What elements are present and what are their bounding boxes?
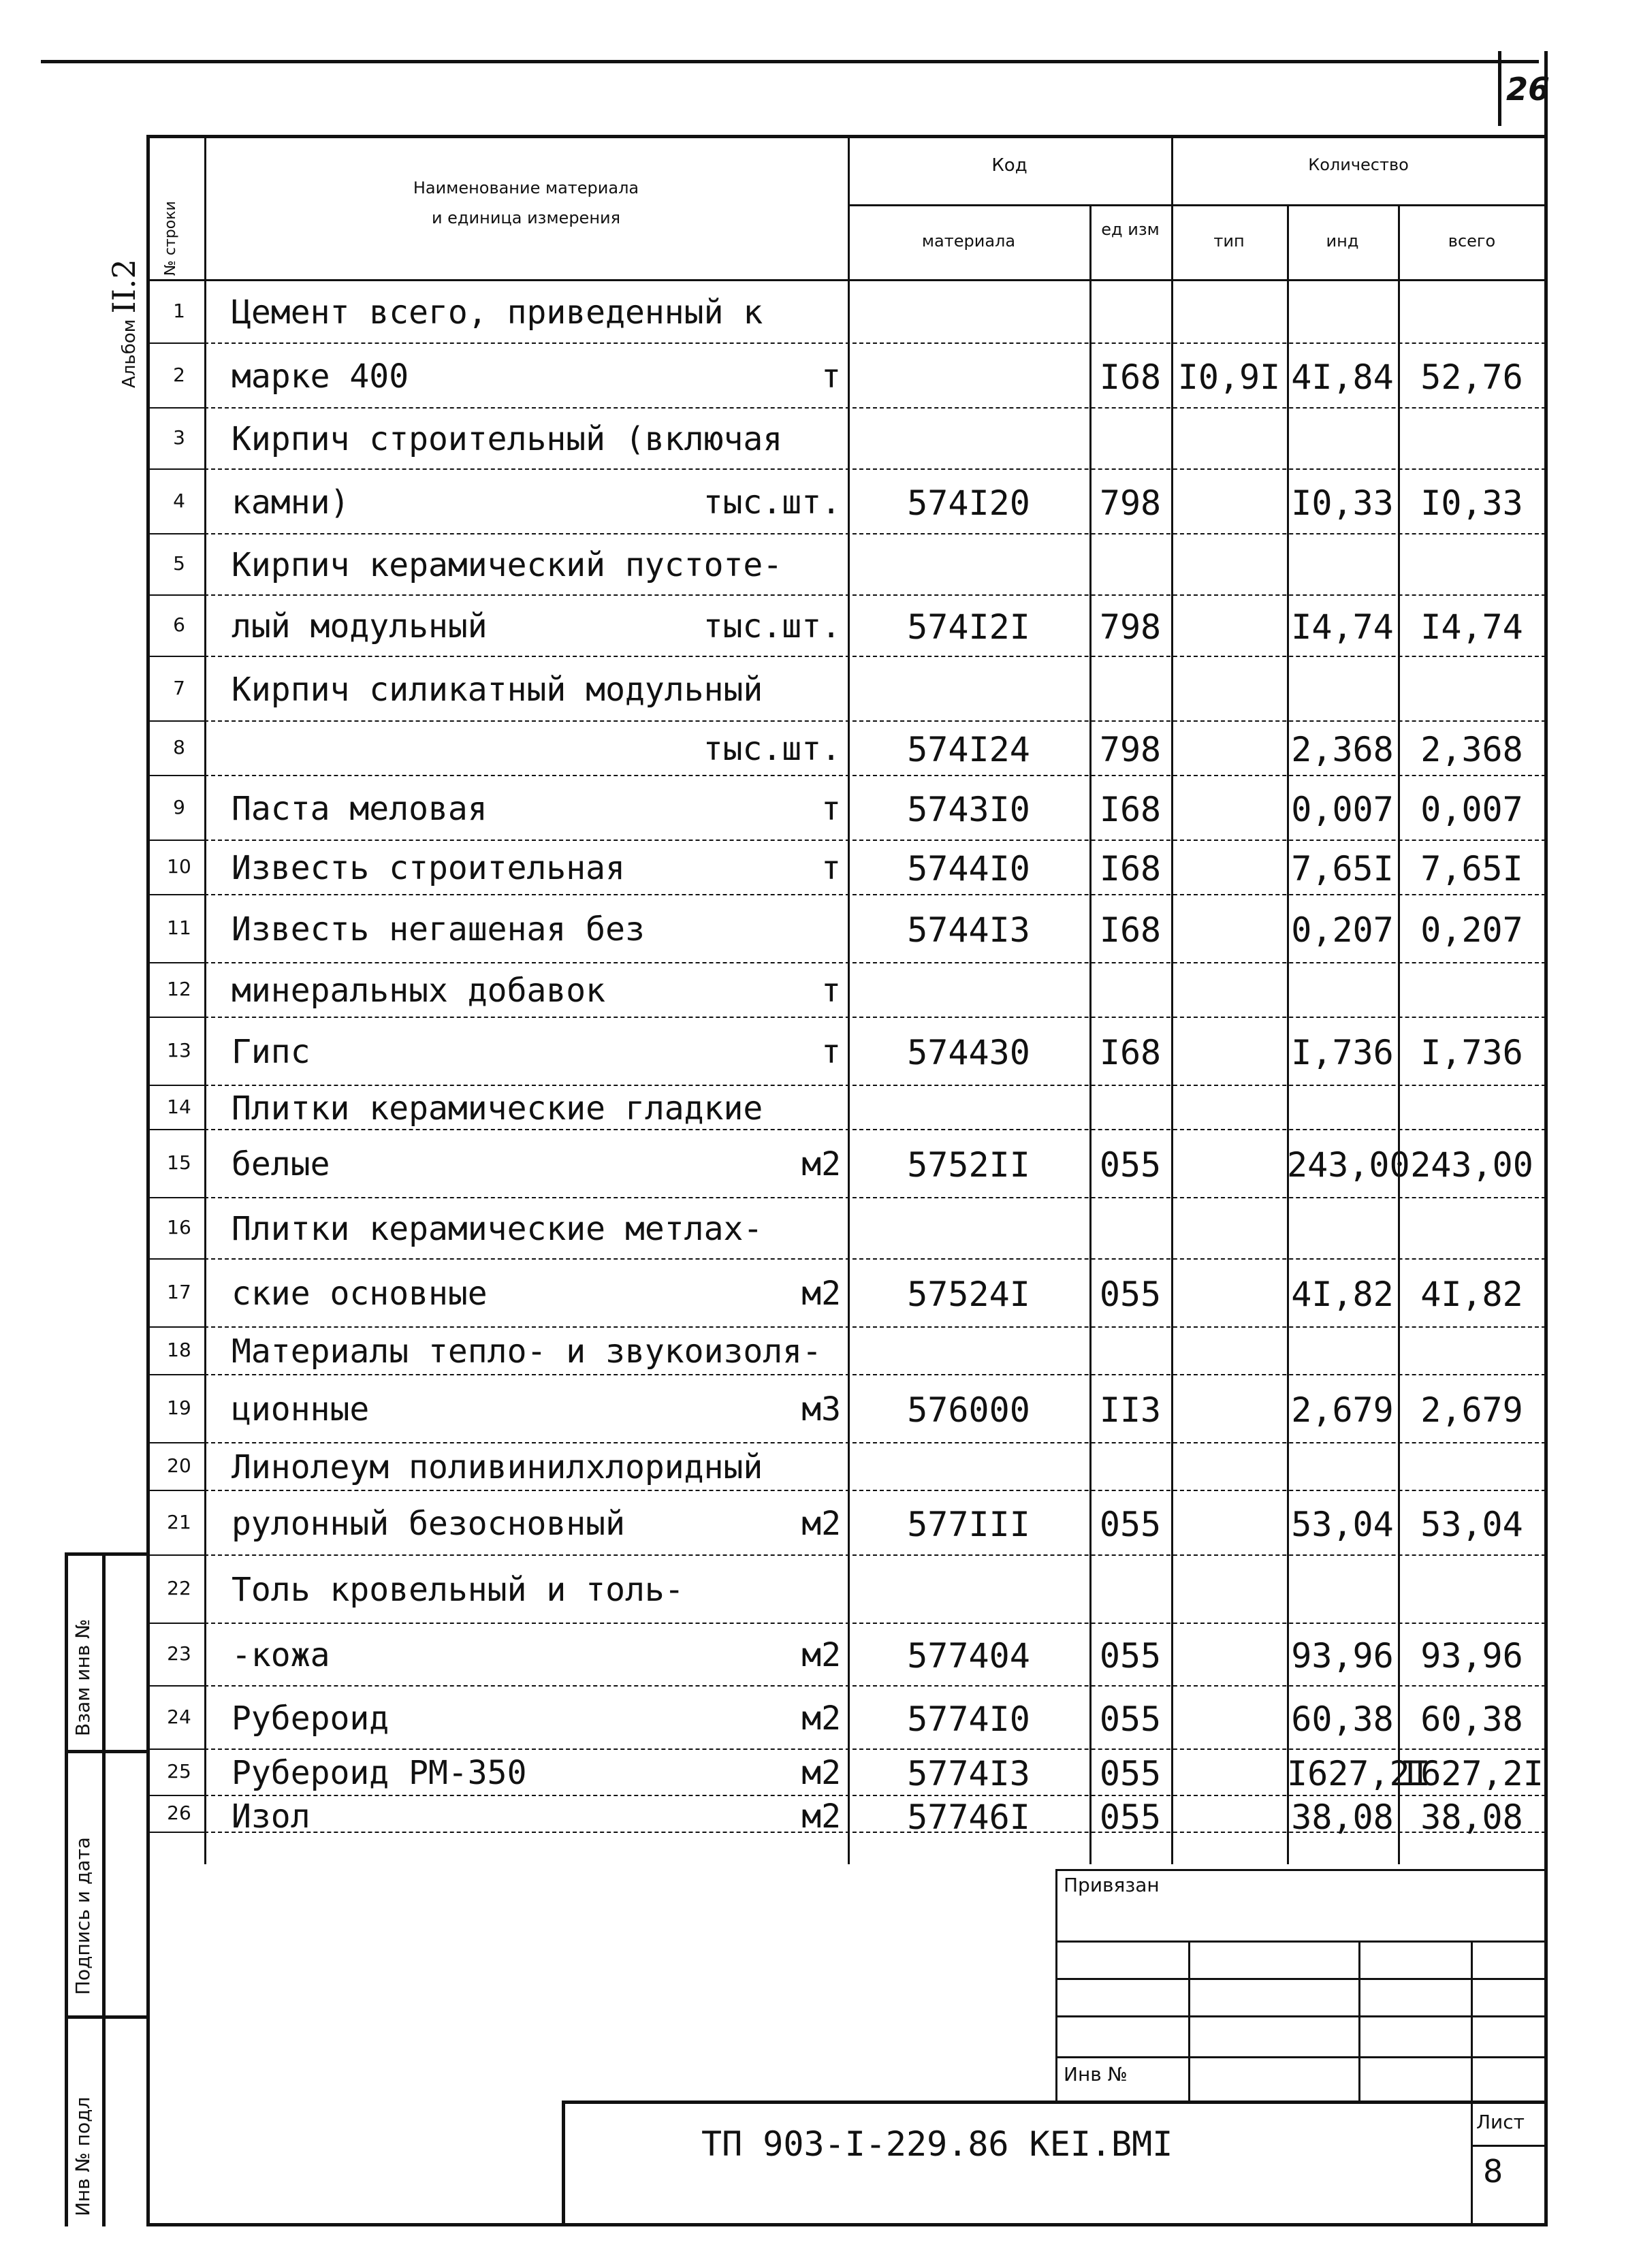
rowno-separator: [146, 720, 204, 722]
cell-ed: II3: [1099, 1390, 1162, 1430]
row-number: 5: [173, 552, 185, 575]
cell-ind: 7,65I: [1291, 849, 1394, 889]
material-name: белые: [232, 1145, 330, 1183]
row-number: 7: [173, 676, 185, 699]
cell-total: 2,368: [1420, 730, 1523, 769]
cell-code: 5743I0: [907, 789, 1030, 829]
row-number: 20: [167, 1454, 191, 1477]
sheet-divider: [1471, 2145, 1546, 2147]
row-number: 16: [167, 1216, 191, 1239]
stamp-col-2: [1358, 1940, 1360, 2103]
row-separator: [204, 962, 1546, 963]
unit-of-measure: м2: [801, 1798, 841, 1836]
cell-total: 0,007: [1420, 789, 1523, 829]
row-separator: [204, 1490, 1546, 1491]
material-name: Материалы тепло- и звукоизоля-: [232, 1332, 822, 1371]
col-rowno-right: [204, 135, 206, 1864]
rowno-separator: [146, 840, 204, 841]
cell-code: 5774I0: [907, 1699, 1030, 1739]
cell-ind: 2,368: [1291, 730, 1394, 769]
cell-total: 52,76: [1420, 357, 1523, 397]
rowno-separator: [146, 1197, 204, 1198]
unit-of-measure: м3: [801, 1390, 841, 1428]
rowno-separator: [146, 533, 204, 534]
material-name: -кожа: [232, 1636, 330, 1674]
cell-code: 576000: [907, 1390, 1030, 1430]
cell-ind: 2,679: [1291, 1390, 1394, 1430]
cell-ed: 055: [1099, 1504, 1162, 1544]
rowno-separator: [146, 656, 204, 657]
stamp-col-1: [1188, 1940, 1190, 2103]
row-number: 25: [167, 1760, 191, 1783]
bottom-frame-line: [146, 2223, 1546, 2226]
album-number: II.2: [106, 259, 142, 314]
cell-ind: 4I,84: [1291, 357, 1394, 397]
cell-ed: 055: [1099, 1275, 1162, 1314]
rowno-separator: [146, 1374, 204, 1375]
row-number: 12: [167, 978, 191, 1000]
cell-ed: 798: [1099, 730, 1162, 769]
cell-total: 4I,82: [1420, 1275, 1523, 1314]
cell-total: 38,08: [1420, 1798, 1523, 1837]
row-separator: [204, 594, 1546, 596]
row-number: 23: [167, 1642, 191, 1665]
row-number: 8: [173, 736, 185, 758]
material-name: Известь негашеная без: [232, 910, 645, 948]
row-number: 22: [167, 1577, 191, 1599]
cell-typ: I0,9I: [1177, 357, 1281, 397]
header-row-no: № строки: [162, 201, 179, 276]
cell-ind: 4I,82: [1291, 1275, 1394, 1314]
row-separator: [204, 1374, 1546, 1375]
stamp-col-3: [1471, 1940, 1473, 2226]
cell-ed: 798: [1099, 483, 1162, 523]
unit-of-measure: т: [821, 849, 841, 887]
row-number: 6: [173, 613, 185, 636]
unit-of-measure: м2: [801, 1504, 841, 1543]
row-separator: [204, 533, 1546, 534]
cell-total: I0,33: [1420, 483, 1523, 523]
cell-ed: 055: [1099, 1636, 1162, 1676]
material-name: Рубероид РМ-350: [232, 1754, 527, 1792]
side-label-vzam: Взам инв №: [71, 1618, 94, 1736]
side-label-podpis: Подпись и дата: [71, 1837, 94, 1995]
material-name: Изол: [232, 1798, 310, 1836]
header-name-line2: и единица измерения: [431, 208, 621, 227]
material-name: минеральных добавок: [232, 972, 606, 1010]
cell-code: 574I20: [907, 483, 1030, 523]
cell-ed: I68: [1099, 357, 1162, 397]
cell-ind: I0,33: [1291, 483, 1394, 523]
rowno-separator: [146, 1685, 204, 1687]
cell-code: 577III: [907, 1504, 1030, 1544]
cell-ind: I,736: [1291, 1033, 1394, 1072]
unit-of-measure: т: [821, 1033, 841, 1071]
rowno-separator: [146, 1085, 204, 1086]
col-name-right: [848, 135, 850, 1864]
cell-code: 574430: [907, 1033, 1030, 1072]
document-code: ТП 903-I-229.86 КЕI.ВМI: [701, 2124, 1173, 2164]
cell-ind: 243,00: [1287, 1145, 1410, 1185]
header-q-typ: тип: [1213, 231, 1245, 251]
row-number: 3: [173, 426, 185, 449]
row-separator: [204, 342, 1546, 344]
row-number: 15: [167, 1151, 191, 1174]
material-name: рулонный безосновный: [232, 1504, 625, 1543]
cell-ed: 055: [1099, 1699, 1162, 1739]
left-frame-line: [146, 135, 150, 2226]
cell-code: 5774I3: [907, 1754, 1030, 1793]
rowno-separator: [146, 1490, 204, 1491]
row-separator: [204, 1017, 1546, 1018]
row-separator: [204, 894, 1546, 895]
header-code-material: материала: [921, 231, 1016, 251]
unit-of-measure: м2: [801, 1275, 841, 1313]
rowno-separator: [146, 342, 204, 344]
side-stamp-div-1: [65, 1750, 146, 1753]
cell-total: 60,38: [1420, 1699, 1523, 1739]
rowno-separator: [146, 1795, 204, 1796]
header-code-unit: ед изм: [1101, 220, 1160, 239]
side-stamp-div-2: [65, 2015, 146, 2019]
rowno-separator: [146, 1326, 204, 1328]
rowno-separator: [146, 594, 204, 596]
cell-ed: I68: [1099, 789, 1162, 829]
cell-ind: 0,007: [1291, 789, 1394, 829]
stamp-inv-no: Инв №: [1064, 2063, 1128, 2086]
cell-total: I627,2I: [1400, 1754, 1544, 1793]
cell-code: 577404: [907, 1636, 1030, 1676]
cell-total: I,736: [1420, 1033, 1523, 1072]
row-separator: [204, 1326, 1546, 1328]
cell-ind: 93,96: [1291, 1636, 1394, 1676]
material-name: ские основные: [232, 1275, 488, 1313]
side-stamp-mid-line: [102, 1552, 106, 2226]
rowno-separator: [146, 1623, 204, 1624]
header-q-total: всего: [1448, 231, 1496, 251]
material-name: Паста меловая: [232, 789, 488, 828]
cell-ind: I4,74: [1291, 607, 1394, 647]
row-separator: [204, 1795, 1546, 1796]
cell-ed: I68: [1099, 910, 1162, 950]
material-name: Известь строительная: [232, 849, 625, 887]
unit-of-measure: тыс.шт.: [703, 483, 841, 522]
header-quantity: Количество: [1308, 155, 1409, 174]
rowno-separator: [146, 1442, 204, 1443]
cell-code: 57524I: [907, 1275, 1030, 1314]
row-separator: [204, 656, 1546, 657]
cell-ind: 0,207: [1291, 910, 1394, 950]
cell-code: 574I2I: [907, 607, 1030, 647]
rowno-separator: [146, 407, 204, 409]
cell-code: 5752II: [907, 1145, 1030, 1185]
cell-ed: 798: [1099, 607, 1162, 647]
row-separator: [204, 1129, 1546, 1130]
row-number: 18: [167, 1339, 191, 1361]
album-label: [106, 259, 142, 388]
material-name: Цемент всего, приведенный к: [232, 293, 763, 332]
unit-of-measure: т: [821, 789, 841, 828]
titleblock-top-line: [562, 2101, 1546, 2104]
rowno-separator: [146, 962, 204, 963]
header-q-ind: инд: [1326, 231, 1359, 251]
row-number: 13: [167, 1039, 191, 1061]
cell-code: 5744I3: [907, 910, 1030, 950]
rowno-separator: [146, 1554, 204, 1556]
cell-code: 5744I0: [907, 849, 1030, 889]
cell-total: 2,679: [1420, 1390, 1523, 1430]
unit-of-measure: тыс.шт.: [703, 607, 841, 645]
side-stamp-top: [65, 1552, 146, 1556]
row-separator: [204, 1197, 1546, 1198]
row-number: 14: [167, 1095, 191, 1118]
material-name: Толь кровельный и толь-: [232, 1571, 684, 1609]
header-mid-line: [848, 204, 1546, 206]
row-number: 17: [167, 1281, 191, 1303]
cell-total: 0,207: [1420, 910, 1523, 950]
header-name-line1: Наименование материала: [413, 178, 639, 197]
row-separator: [204, 1442, 1546, 1443]
rowno-separator: [146, 1017, 204, 1018]
cell-ind: 53,04: [1291, 1504, 1394, 1544]
unit-of-measure: м2: [801, 1754, 841, 1792]
row-separator: [204, 1085, 1546, 1086]
cell-total: 93,96: [1420, 1636, 1523, 1676]
unit-of-measure: т: [821, 357, 841, 396]
unit-of-measure: тыс.шт.: [703, 730, 841, 768]
cell-total: 7,65I: [1420, 849, 1523, 889]
page-number: 26: [1506, 71, 1550, 108]
row-number: 24: [167, 1705, 191, 1728]
row-number: 19: [167, 1396, 191, 1419]
rowno-separator: [146, 1129, 204, 1130]
cell-total: 243,00: [1410, 1145, 1533, 1185]
row-separator: [204, 1832, 1546, 1833]
cell-ind: 60,38: [1291, 1699, 1394, 1739]
row-separator: [204, 407, 1546, 409]
cell-ed: 055: [1099, 1798, 1162, 1837]
cell-ed: 055: [1099, 1754, 1162, 1793]
unit-of-measure: м2: [801, 1636, 841, 1674]
row-number: 2: [173, 363, 185, 386]
rowno-separator: [146, 1832, 204, 1833]
rowno-separator: [146, 1258, 204, 1260]
row-separator: [204, 1258, 1546, 1260]
cell-total: I4,74: [1420, 607, 1523, 647]
row-number: 11: [167, 916, 191, 939]
row-number: 1: [173, 299, 185, 322]
unit-of-measure: м2: [801, 1699, 841, 1738]
stamp-linked: Привязан: [1064, 1874, 1160, 1896]
stamp-left-line: [1055, 1869, 1057, 2103]
header-bottom-line: [146, 279, 1546, 281]
row-separator: [204, 775, 1546, 776]
cell-code: 574I24: [907, 730, 1030, 769]
table-top-line: [146, 135, 1546, 138]
material-name: Рубероид: [232, 1699, 389, 1738]
top-border-line: [41, 60, 1539, 63]
row-separator: [204, 720, 1546, 722]
album-prefix: Альбом: [119, 319, 140, 388]
material-name: Гипс: [232, 1033, 310, 1071]
material-name: лый модульный: [232, 607, 488, 645]
side-label-inv-podl: Инв № подл: [71, 2096, 94, 2216]
rowno-separator: [146, 468, 204, 470]
material-name: Плитки керамические метлах-: [232, 1210, 763, 1248]
cell-ed: 055: [1099, 1145, 1162, 1185]
row-separator: [204, 840, 1546, 841]
material-name: Кирпич керамический пустоте-: [232, 546, 783, 584]
side-stamp-left-line: [65, 1552, 68, 2226]
cell-code: 57746I: [907, 1798, 1030, 1837]
material-name: ционные: [232, 1390, 370, 1428]
row-number: 21: [167, 1510, 191, 1533]
material-name: Кирпич строительный (включая: [232, 420, 783, 458]
cell-ind: I627,2I: [1287, 1754, 1431, 1793]
row-separator: [204, 1748, 1546, 1750]
row-number: 26: [167, 1802, 191, 1824]
titleblock-left-line: [562, 2101, 565, 2226]
row-separator: [204, 1554, 1546, 1556]
material-name: Линолеум поливинилхлоридный: [232, 1448, 763, 1486]
material-name: Плитки керамические гладкие: [232, 1089, 763, 1128]
unit-of-measure: т: [821, 972, 841, 1010]
material-name: марке 400: [232, 357, 409, 396]
cell-ed: I68: [1099, 849, 1162, 889]
row-separator: [204, 468, 1546, 470]
material-name: Кирпич силикатный модульный: [232, 670, 763, 709]
sheet-number: 8: [1483, 2153, 1503, 2190]
rowno-separator: [146, 1748, 204, 1750]
row-separator: [204, 1623, 1546, 1624]
unit-of-measure: м2: [801, 1145, 841, 1183]
cell-total: 53,04: [1420, 1504, 1523, 1544]
rowno-separator: [146, 894, 204, 895]
material-name: камни): [232, 483, 350, 522]
cell-ind: 38,08: [1291, 1798, 1394, 1837]
cell-ed: I68: [1099, 1033, 1162, 1072]
rowno-separator: [146, 775, 204, 776]
row-number: 4: [173, 489, 185, 512]
header-code: Код: [991, 155, 1027, 176]
sheet-label: Лист: [1476, 2111, 1525, 2133]
row-number: 9: [173, 795, 185, 818]
row-separator: [204, 1685, 1546, 1687]
page-number-box-left: [1498, 51, 1501, 126]
stamp-top-line: [1055, 1869, 1546, 1871]
row-number: 10: [167, 855, 191, 878]
